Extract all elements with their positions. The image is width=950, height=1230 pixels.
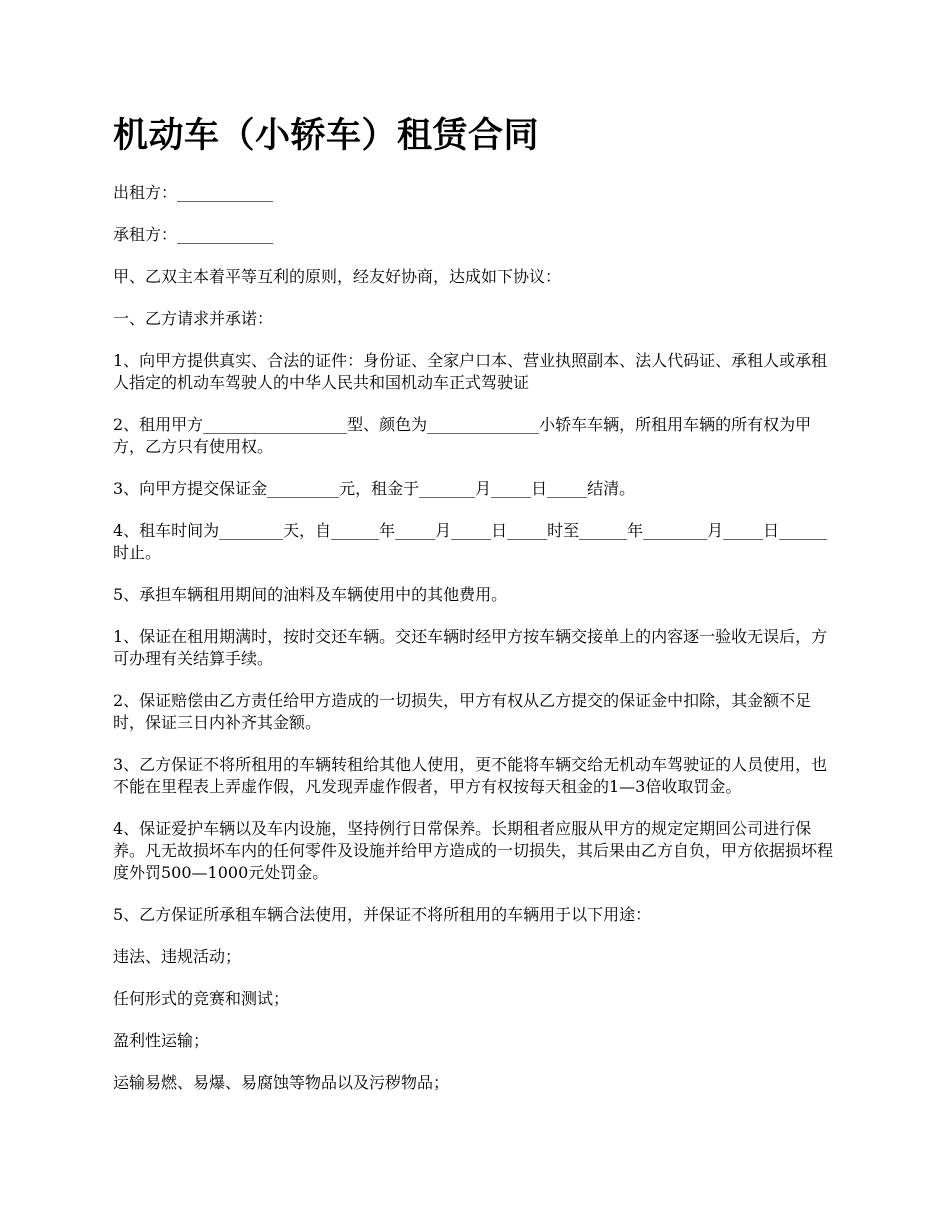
document-page	[113, 110, 843, 1114]
clause-paragraph: 2、租用甲方__________________型、颜色为______________小轿车车辆，所租用车辆的所有权为甲方，乙方只有使用权。	[113, 415, 812, 456]
clause-paragraph: 4、保证爱护车辆以及车内设施，坚持例行日常保养。长期租者应服从甲方的规定定期回公司进行保养。凡无故损坏车内的任何零件及设施并给甲方造成的一切损失，其后果由乙方自负，甲方依据损坏程度外罚500—1000元处罚金。	[113, 819, 834, 882]
clause-paragraph: 2、保证赔偿由乙方责任给甲方造成的一切损失，甲方有权从乙方提交的保证金中扣除，其金额不足时，保证三日内补齐其金额。	[113, 691, 812, 732]
lessee-line: 承租方：____________	[113, 225, 274, 244]
clause-paragraph: 5、乙方保证所承租车辆合法使用，并保证不将所租用的车辆用于以下用途：	[113, 905, 652, 924]
clause-paragraph: 3、乙方保证不将所租用的车辆转租给其他人使用，更不能将车辆交给无机动车驾驶证的人员使用，也不能在里程表上弄虚作假，凡发现弄虚作假者，甲方有权按每天租金的1—3倍收取罚金。	[113, 755, 828, 796]
list-item: 任何形式的竞赛和测试；	[113, 989, 290, 1008]
document-title: 机动车（小轿车）租赁合同	[113, 116, 540, 156]
list-item: 盈利性运输；	[113, 1031, 210, 1050]
clause-paragraph: 5、承担车辆租用期间的油料及车辆使用中的其他费用。	[113, 585, 508, 604]
list-item: 运输易燃、易爆、易腐蚀等物品以及污秽物品；	[113, 1073, 450, 1092]
preamble: 甲、乙双主本着平等互利的原则，经友好协商，达成如下协议：	[113, 267, 562, 286]
clause-paragraph: 3、向甲方提交保证金_________元，租金于_______月_____日_____结清。	[113, 479, 636, 498]
clause-paragraph: 4、租车时间为________天，自______年_____月_____日_____时至______年________月_____日______时止。	[113, 521, 828, 562]
list-item: 违法、违规活动；	[113, 947, 242, 966]
clause-paragraph: 1、向甲方提供真实、合法的证件：身份证、全家户口本、营业执照副本、法人代码证、承租人或承租人指定的机动车驾驶人的中华人民共和国机动车正式驾驶证	[113, 351, 828, 392]
clause-paragraph: 1、保证在租用期满时，按时交还车辆。交还车辆时经甲方按车辆交接单上的内容逐一验收无误后，方可办理有关结算手续。	[113, 627, 828, 668]
lessor-line: 出租方：____________	[113, 183, 274, 202]
section-heading-party-b: 一、乙方请求并承诺：	[113, 309, 274, 328]
